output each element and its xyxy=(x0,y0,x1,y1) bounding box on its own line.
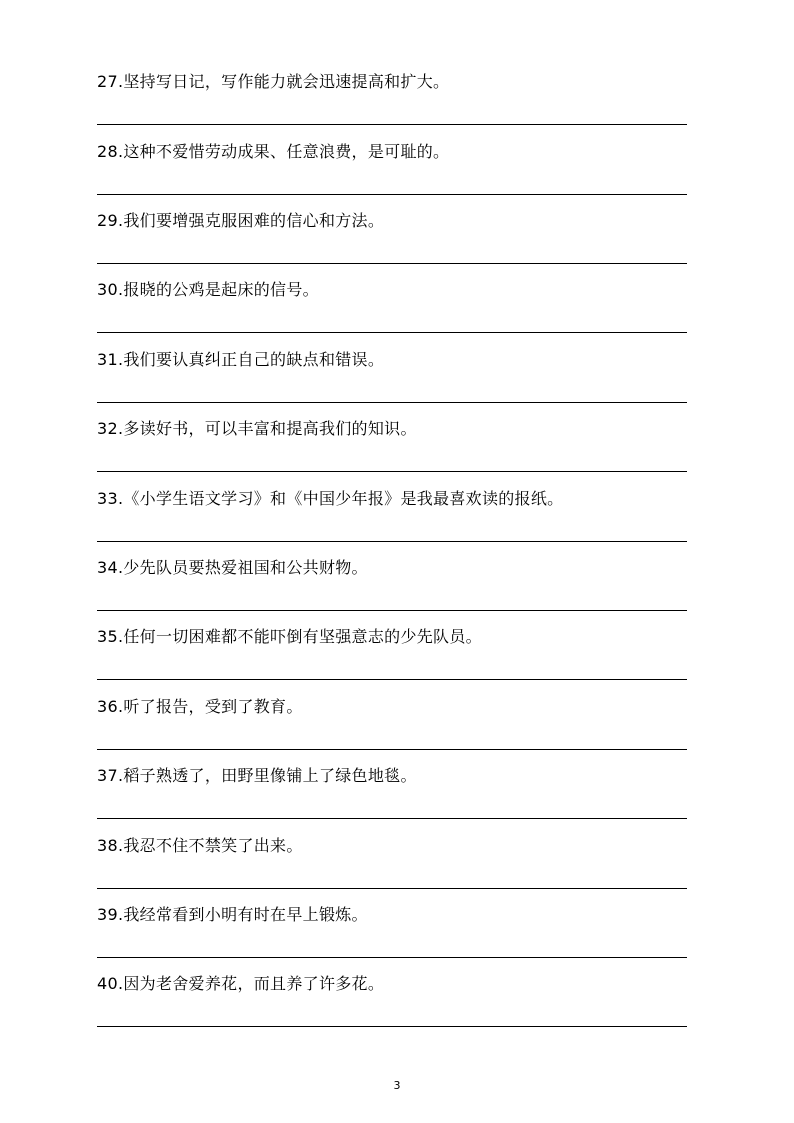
item-number: 34. xyxy=(97,558,124,577)
answer-line[interactable] xyxy=(97,610,687,611)
exercise-item-28 xyxy=(97,141,687,210)
item-text: 报晓的公鸡是起床的信号。 xyxy=(123,280,319,299)
answer-line[interactable] xyxy=(97,818,687,819)
exercise-item-33 xyxy=(97,488,687,557)
exercise-item-29 xyxy=(97,210,687,279)
item-number: 30. xyxy=(97,280,124,299)
item-text: 我们要认真纠正自己的缺点和错误。 xyxy=(123,350,385,369)
exercise-item-37 xyxy=(97,765,687,834)
answer-line[interactable] xyxy=(97,124,687,125)
answer-line[interactable] xyxy=(97,1026,687,1027)
exercise-sentence xyxy=(97,626,482,648)
item-text: 任何一切困难都不能吓倒有坚强意志的少先队员。 xyxy=(123,627,482,646)
item-text: 多读好书，可以丰富和提高我们的知识。 xyxy=(123,419,417,438)
exercise-sentence xyxy=(97,279,319,301)
answer-line[interactable] xyxy=(97,471,687,472)
item-text: 我忍不住不禁笑了出来。 xyxy=(123,836,303,855)
exercise-sentence xyxy=(97,210,384,232)
answer-line[interactable] xyxy=(97,957,687,958)
item-text: 稻子熟透了，田野里像铺上了绿色地毯。 xyxy=(123,766,417,785)
item-text: 少先队员要热爱祖国和公共财物。 xyxy=(123,558,368,577)
exercise-sentence xyxy=(97,973,384,995)
exercise-item-35 xyxy=(97,626,687,695)
answer-line[interactable] xyxy=(97,888,687,889)
exercise-item-36 xyxy=(97,696,687,765)
answer-line[interactable] xyxy=(97,749,687,750)
item-text: 坚持写日记，写作能力就会迅速提高和扩大。 xyxy=(123,72,450,91)
exercise-item-27 xyxy=(97,71,687,140)
item-number: 33. xyxy=(97,489,124,508)
page-number: 3 xyxy=(393,1079,401,1092)
item-number: 38. xyxy=(97,836,124,855)
exercise-sentence xyxy=(97,488,563,510)
exercise-item-30 xyxy=(97,279,687,348)
exercise-sentence xyxy=(97,418,417,440)
exercise-item-31 xyxy=(97,349,687,418)
item-text: 这种不爱惜劳动成果、任意浪费，是可耻的。 xyxy=(123,142,450,161)
exercise-sentence xyxy=(97,349,384,371)
exercise-item-38 xyxy=(97,835,687,904)
item-text: 我们要增强克服困难的信心和方法。 xyxy=(123,211,385,230)
exercise-sentence xyxy=(97,904,368,926)
answer-line[interactable] xyxy=(97,263,687,264)
exercise-sentence xyxy=(97,141,449,163)
item-number: 29. xyxy=(97,211,124,230)
item-number: 32. xyxy=(97,419,124,438)
item-text: 《小学生语文学习》和《中国少年报》是我最喜欢读的报纸。 xyxy=(123,489,564,508)
item-number: 28. xyxy=(97,142,124,161)
item-text: 我经常看到小明有时在早上锻炼。 xyxy=(123,905,368,924)
answer-line[interactable] xyxy=(97,541,687,542)
item-number: 39. xyxy=(97,905,124,924)
exercise-item-32 xyxy=(97,418,687,487)
exercise-sentence xyxy=(97,765,417,787)
answer-line[interactable] xyxy=(97,679,687,680)
item-text: 因为老舍爱养花，而且养了许多花。 xyxy=(123,974,385,993)
item-number: 35. xyxy=(97,627,124,646)
item-text: 听了报告，受到了教育。 xyxy=(123,697,303,716)
item-number: 40. xyxy=(97,974,124,993)
exercise-item-34 xyxy=(97,557,687,626)
item-number: 37. xyxy=(97,766,124,785)
exercise-sentence xyxy=(97,835,303,857)
exercise-sentence xyxy=(97,71,449,93)
answer-line[interactable] xyxy=(97,332,687,333)
answer-line[interactable] xyxy=(97,402,687,403)
item-number: 27. xyxy=(97,72,124,91)
exercise-item-39 xyxy=(97,904,687,973)
exercise-item-40 xyxy=(97,973,687,1042)
exercise-sentence xyxy=(97,696,303,718)
answer-line[interactable] xyxy=(97,194,687,195)
item-number: 31. xyxy=(97,350,124,369)
exercise-sentence xyxy=(97,557,368,579)
item-number: 36. xyxy=(97,697,124,716)
